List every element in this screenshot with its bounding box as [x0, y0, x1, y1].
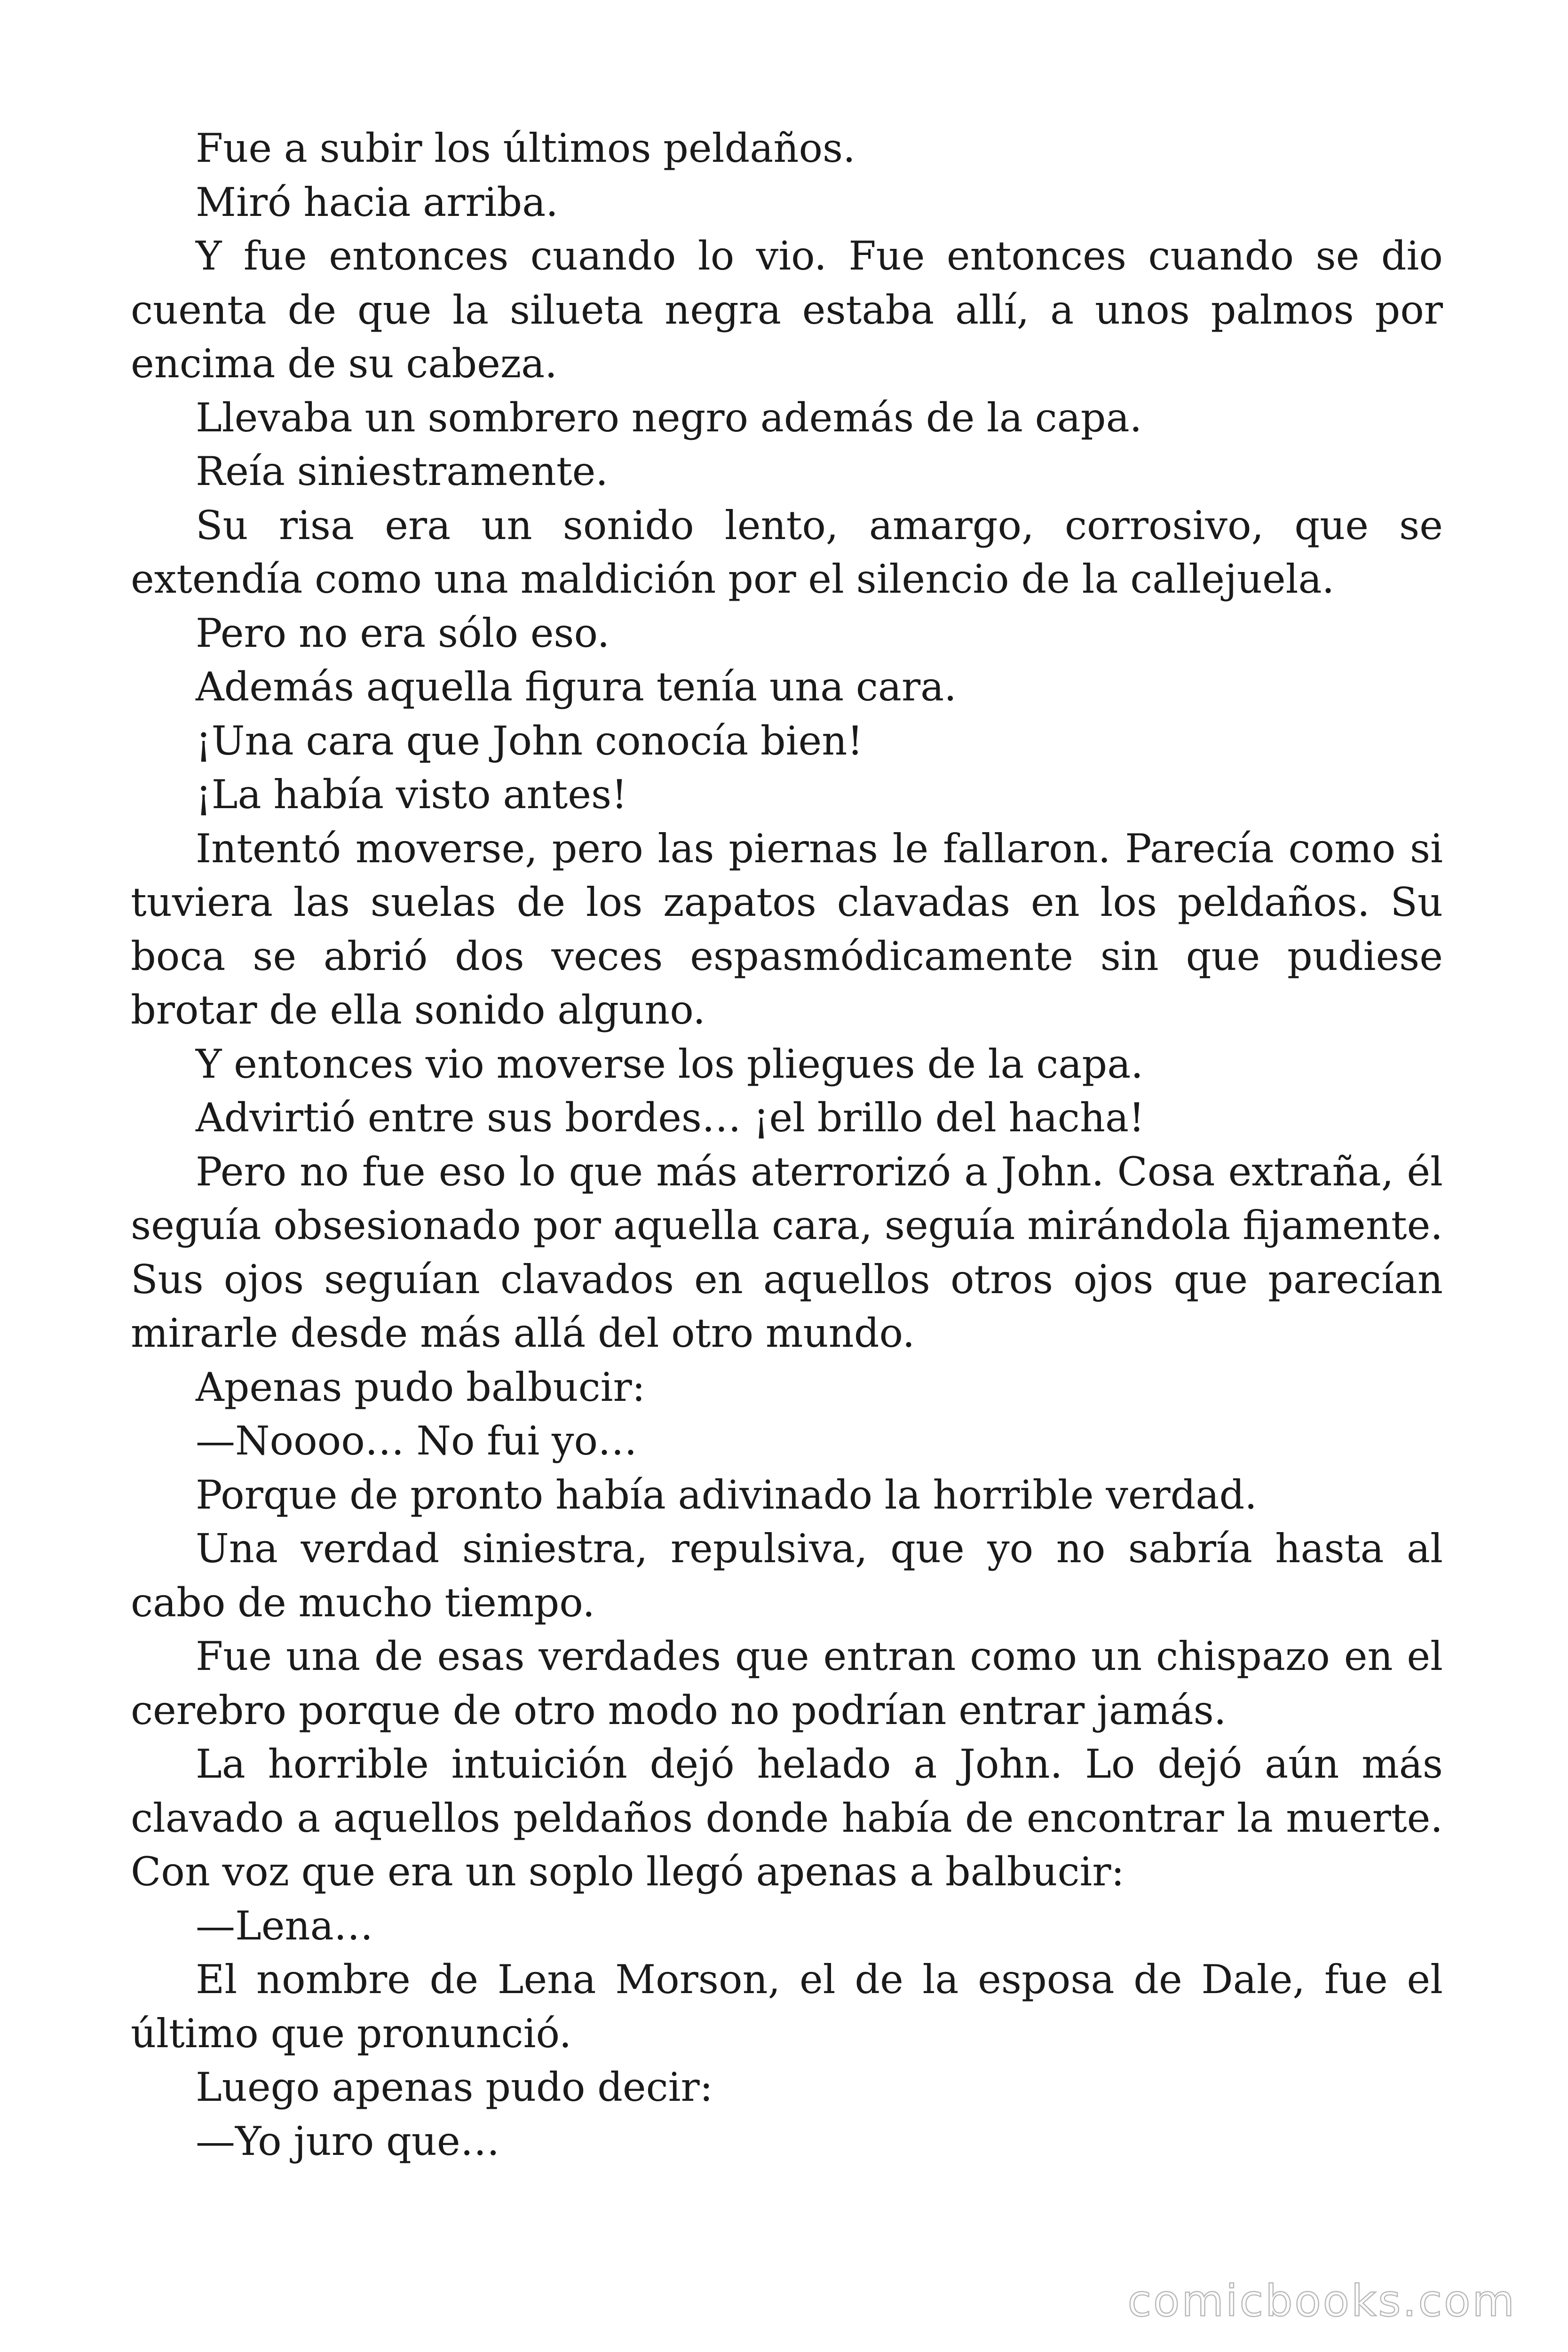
dialogue-line: —Lena… — [196, 1902, 373, 1949]
paragraph: Fue a subir los últimos peldaños. — [196, 125, 855, 171]
paragraph: Reía siniestramente. — [196, 448, 608, 494]
paragraph: Advirtió entre sus bordes… ¡el brillo del hacha! — [196, 1095, 1145, 1141]
paragraph: ¡Una cara que John conocía bien! — [196, 717, 863, 764]
paragraph: Y fue entonces cuando lo vio. Fue entonces cuando se dio cuenta de que la silueta negra estaba allí, a unos palmos por encima de su cabeza. — [131, 233, 1443, 387]
watermark: comicbooks.com — [1127, 2276, 1516, 2326]
paragraph: Su risa era un sonido lento, amargo, corrosivo, que se extendía como una maldición por el silencio de la callejuela. — [131, 502, 1443, 602]
body-text — [131, 121, 1443, 2168]
paragraph: El nombre de Lena Morson, el de la esposa de Dale, fue el último que pronunció. — [131, 1956, 1443, 2057]
paragraph: Y entonces vio moverse los pliegues de la capa. — [196, 1041, 1143, 1087]
paragraph: Llevaba un sombrero negro además de la capa. — [196, 394, 1142, 441]
paragraph: Intentó moverse, pero las piernas le fallaron. Parecía como si tuviera las suelas de los zapatos clavadas en los peldaños. Su boca se abrió dos veces espasmódicamente sin que pudiese brotar de ella sonido alguno. — [131, 825, 1443, 1033]
paragraph: Luego apenas pudo decir: — [196, 2064, 713, 2110]
paragraph: Apenas pudo balbucir: — [196, 1364, 646, 1410]
paragraph: Miró hacia arriba. — [196, 179, 558, 225]
dialogue-line: —Yo juro que… — [196, 2118, 500, 2164]
paragraph: Porque de pronto había adivinado la horrible verdad. — [196, 1471, 1257, 1518]
paragraph: Fue una de esas verdades que entran como un chispazo en el cerebro porque de otro modo no podrían entrar jamás. — [131, 1633, 1443, 1733]
paragraph: Pero no fue eso lo que más aterrorizó a John. Cosa extraña, él seguía obsesionado por aquella cara, seguía mirándola fijamente. Sus ojos seguían clavados en aquellos otros ojos que parecían mirarle desde más allá del otro mundo. — [131, 1148, 1443, 1356]
paragraph: ¡La había visto antes! — [196, 771, 627, 818]
paragraph: La horrible intuición dejó helado a John. Lo dejó aún más clavado a aquellos peldaños donde había de encontrar la muerte. Con voz que era un soplo llegó apenas a balbucir: — [131, 1741, 1443, 1895]
paragraph: Una verdad siniestra, repulsiva, que yo no sabría hasta al cabo de mucho tiempo. — [131, 1526, 1443, 1626]
paragraph: Además aquella figura tenía una cara. — [196, 664, 957, 710]
paragraph: Pero no era sólo eso. — [196, 610, 610, 656]
dialogue-line: —Noooo… No fui yo… — [196, 1418, 638, 1464]
